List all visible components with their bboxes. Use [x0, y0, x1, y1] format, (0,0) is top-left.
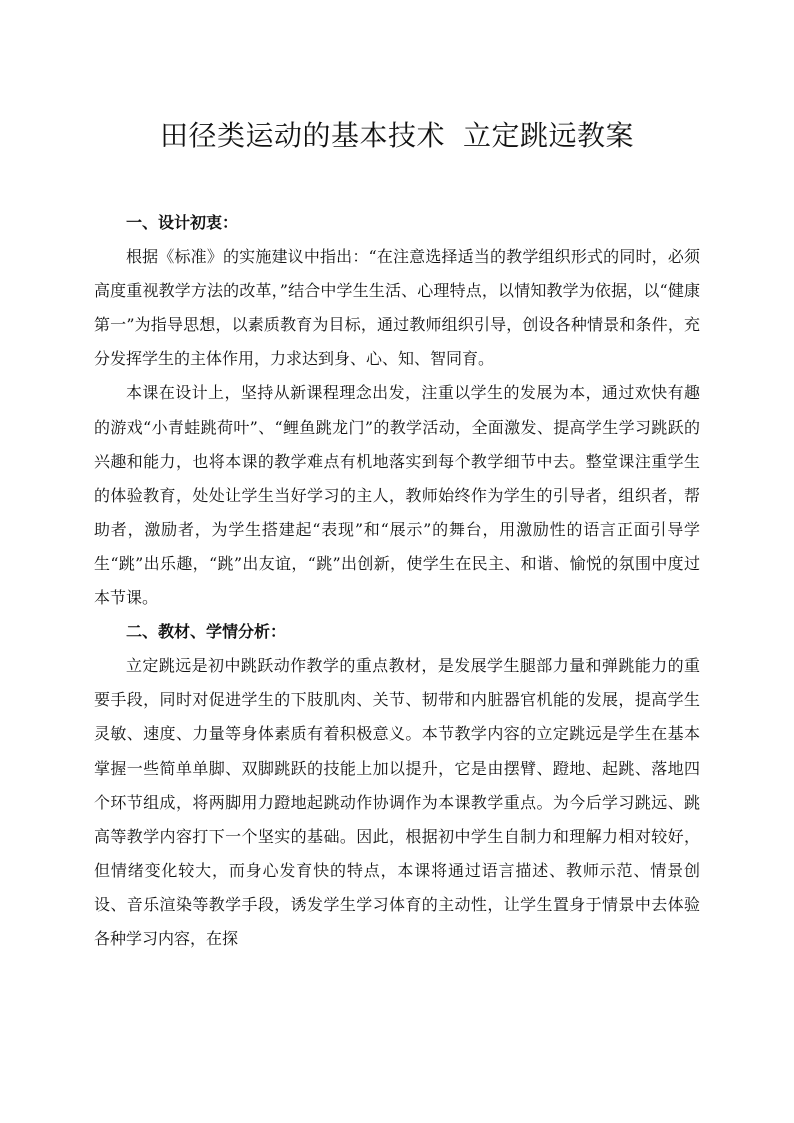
- document-body: [94, 206, 700, 956]
- paragraph-design-2: 本课在设计上，坚持从新课程理念出发，注重以学生的发展为本，通过欢快有趣的游戏“小青蛙跳荷叶”、“鲤鱼跳龙门”的教学活动，全面激发、提高学生学习跳跃的兴趣和能力，也将本课的教学难点有机地落实到每个教学细节中去。整堂课注重学生的体验教育，处处让学生当好学习的主人，教师始终作为学生的引导者，组织者，帮助者，激励者，为学生搭建起“表现”和“展示”的舞台，用激励性的语言正面引导学生“跳”出乐趣，“跳”出友谊，“跳”出创新，使学生在民主、和谐、愉悦的氛围中度过本节课。: [94, 383, 700, 608]
- paragraph-design-1: 根据《标准》的实施建议中指出：“在注意选择适当的教学组织形式的同时，必须高度重视教学方法的改革，”结合中学生生活、心理特点，以情知教学为依据，以“健康第一”为指导思想，以素质教育为目标，通过教师组织引导，创设各种情景和条件，充分发挥学生的主体作用，力求达到身、心、知、智同育。: [94, 247, 700, 369]
- section-heading-analysis: 二、教材、学情分析：: [126, 622, 287, 642]
- document-title-sub: 立定跳远教案: [463, 119, 635, 152]
- paragraph-analysis-1: 立定跳远是初中跳跃动作教学的重点教材，是发展学生腿部力量和弹跳能力的重要手段，同时对促进学生的下肢肌肉、关节、韧带和内脏器官机能的发展，提高学生灵敏、速度、力量等身体素质有着积极意义。本节教学内容的立定跳远是学生在基本掌握一些简单单脚、双脚跳跃的技能上加以提升，它是由摆臂、蹬地、起跳、落地四个环节组成，将两脚用力蹬地起跳动作协调作为本课教学重点。为今后学习跳远、跳高等教学内容打下一个坚实的基础。因此，根据初中学生自制力和理解力相对较好，但情绪变化较大，而身心发育快的特点，本课将通过语言描述、教师示范、情景创设、音乐渲染等教学手段，诱发学生学习体育的主动性，让学生置身于情景中去体验各种学习内容，在探: [94, 656, 700, 948]
- document-title: [0, 116, 794, 156]
- document-title-main: 田径类运动的基本技术: [159, 119, 445, 152]
- section-heading-design: 一、设计初衷：: [126, 213, 239, 232]
